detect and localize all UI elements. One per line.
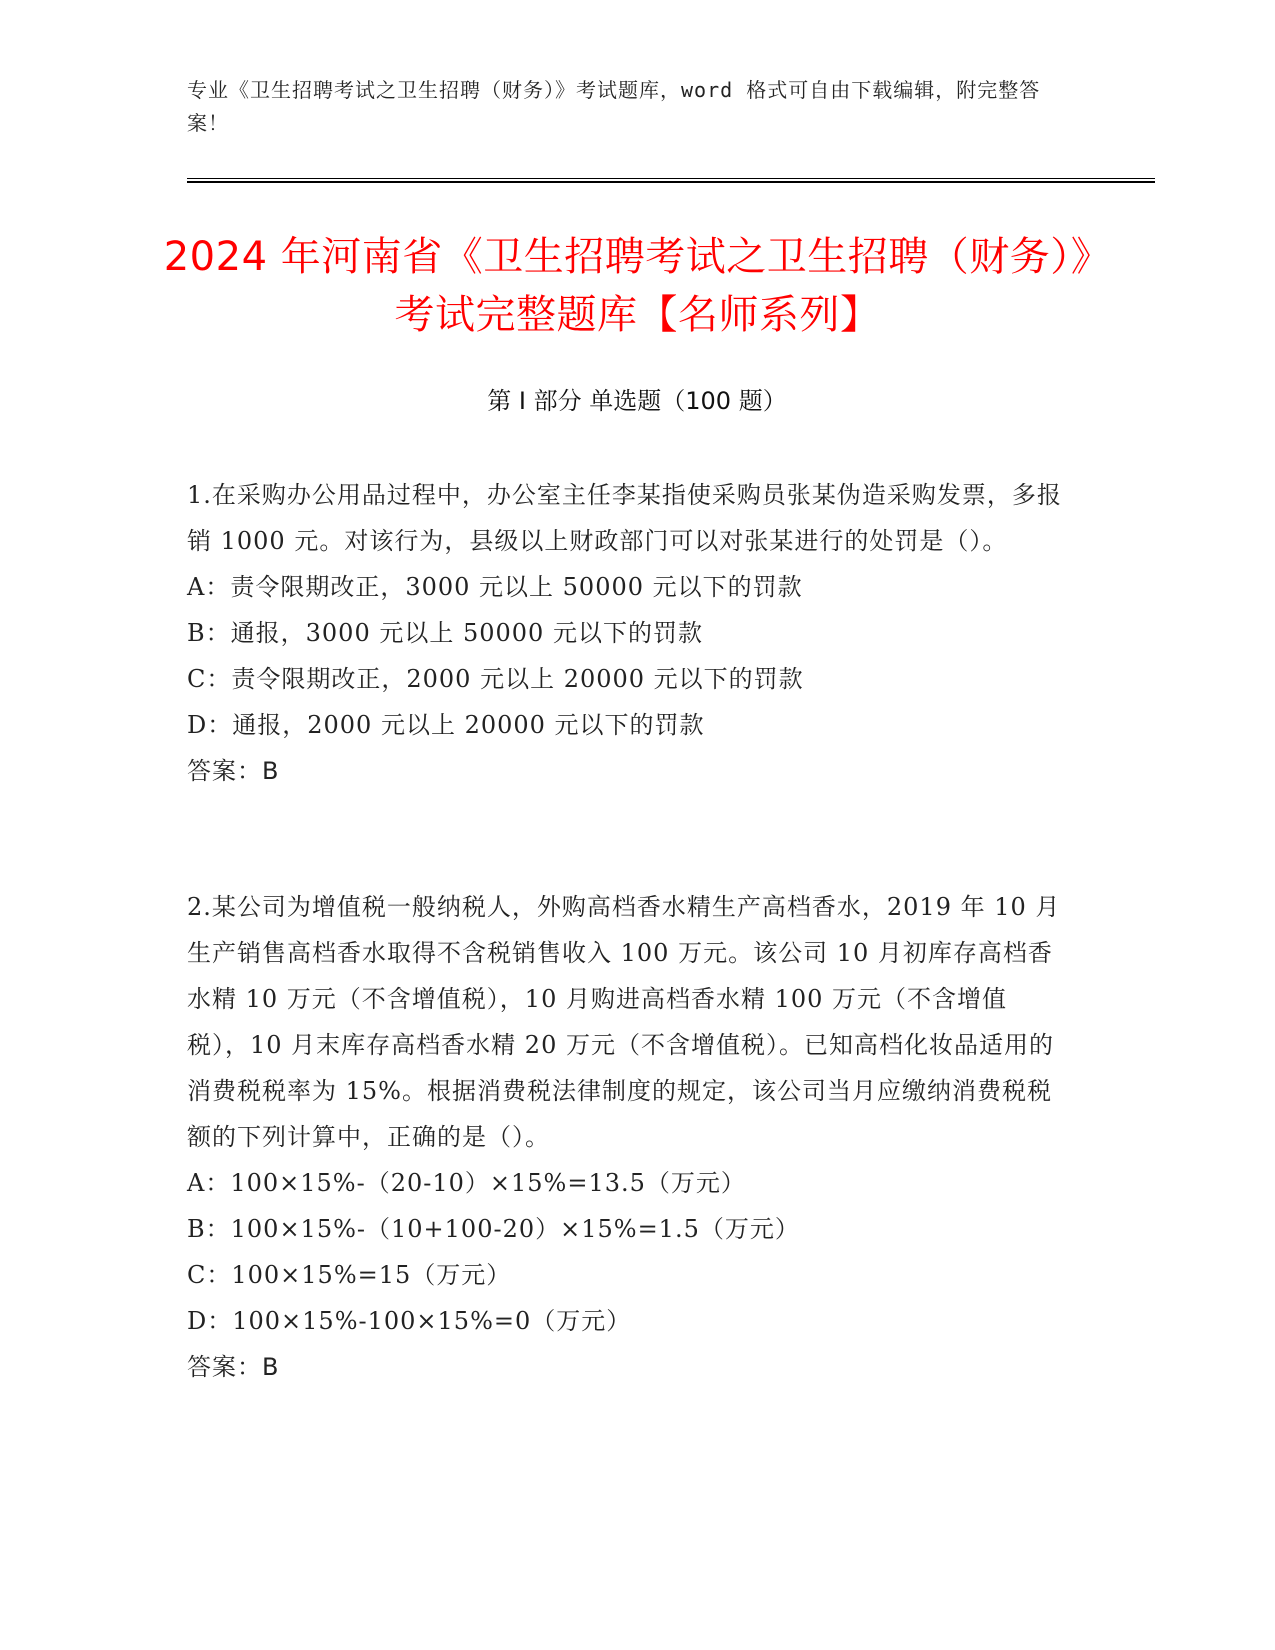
option-d: D：100×15%-100×15%=0（万元） (187, 1307, 632, 1335)
header-divider-thin (187, 178, 1155, 179)
option-a: A：责令限期改正，3000 元以上 50000 元以下的罚款 (187, 573, 803, 601)
question-block-2 (187, 884, 1067, 1390)
option-c: C：责令限期改正，2000 元以上 20000 元以下的罚款 (187, 665, 804, 693)
section-heading: 第 I 部分 单选题（100 题） (487, 387, 787, 415)
header-note: 专业《卫生招聘考试之卫生招聘（财务）》考试题库，word 格式可自由下载编辑，附完整答案！ (187, 78, 1041, 135)
option-a: A：100×15%-（20-10）×15%=13.5（万元） (187, 1169, 746, 1197)
question-stem: 1.在采购办公用品过程中，办公室主任李某指使采购员张某伪造采购发票，多报销 1000 元。对该行为，县级以上财政部门可以对张某进行的处罚是（）。 (187, 481, 1062, 555)
question-stem: 2.某公司为增值税一般纳税人，外购高档香水精生产高档香水，2019 年 10 月生产销售高档香水取得不含税销售收入 100 万元。该公司 10 月初库存高档香水精 10 万元（不含增值税），10 月购进高档香水精 100 万元（不含增值税），10 月末库存高档香水精 20 万元（不含增值税）。已知高档化妆品适用的消费税税率为 15%。根据消费税法律制度的规定，该公司当月应缴纳消费税税额的下列计算中，正确的是（）。 (187, 893, 1061, 1151)
document-title: 2024 年河南省《卫生招聘考试之卫生招聘（财务）》考试完整题库【名师系列】 (163, 234, 1112, 338)
option-d: D：通报，2000 元以上 20000 元以下的罚款 (187, 711, 705, 739)
question-block-1 (187, 472, 1067, 794)
answer-line: 答案：B (187, 1353, 280, 1381)
option-c: C：100×15%=15（万元） (187, 1261, 512, 1289)
option-b: B：100×15%-（10+100-20）×15%=1.5（万元） (187, 1215, 800, 1243)
header-divider-thick (187, 181, 1155, 183)
option-b: B：通报，3000 元以上 50000 元以下的罚款 (187, 619, 703, 647)
answer-line: 答案：B (187, 757, 280, 785)
